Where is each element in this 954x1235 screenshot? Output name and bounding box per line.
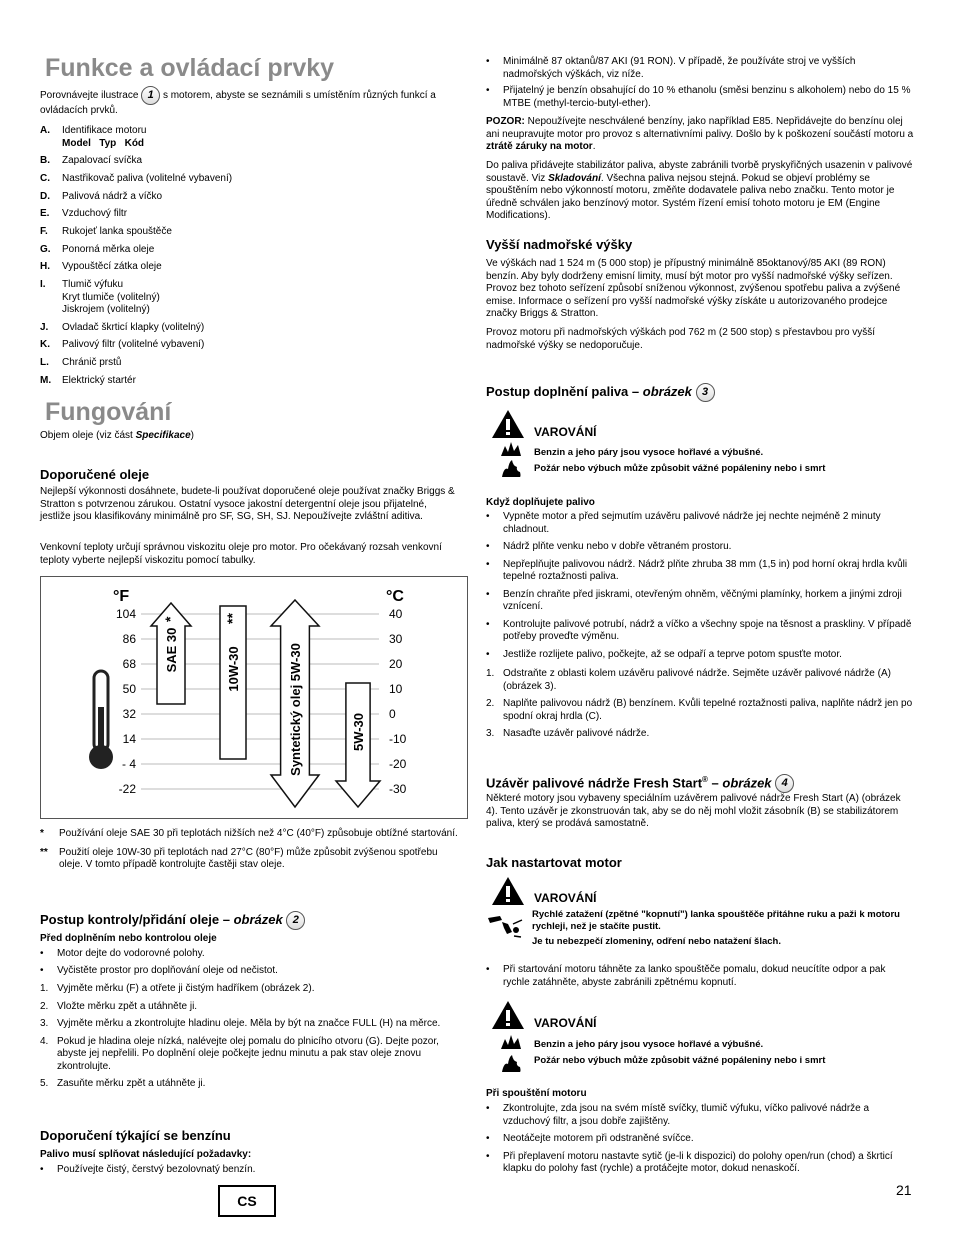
list-text: Chránič prstů: [62, 357, 122, 369]
celsius-tick-label: 20: [389, 657, 403, 671]
warning-title-1: VAROVÁNÍ: [534, 425, 597, 439]
start-bullet: [486, 1151, 914, 1176]
celsius-tick-label: 10: [389, 682, 403, 696]
list-marker: •: [486, 85, 490, 96]
stabilizer-paragraph: Do paliva přidávejte stabilizátor paliva, abyste zabránili tvorbě pryskyřičných usazenin v palivové soustavě. Viz Skladování. Všechna paliva nejsou stejná. Pokud se objeví problémy se spouštěním nebo výkonností motoru, změňte dodavatele paliva nebo značku. Tento motor je úředně schválen jako benzínový motor. Systém řízení emisí tohoto motoru je EM (Engine Modifications).: [486, 160, 913, 221]
list-marker: 5.: [40, 1078, 49, 1089]
list-text: Nepřeplňujte palivovou nádrž. Nádrž plňte zhruba 38 mm (1,5 in) pod horní okraj hrdla kvůli tepelné roztažnosti paliva.: [503, 558, 908, 582]
celsius-tick-label: -30: [389, 782, 407, 796]
start-bullet: [486, 1103, 914, 1128]
refuel-subheading: Když doplňujete palivo: [486, 497, 595, 508]
list-text: Neotáčejte motorem při odstraněné svíčce.: [503, 1133, 694, 1144]
list-marker: D.: [40, 190, 50, 202]
heading-fuel-recommendation: Doporučení týkající se benzínu: [40, 1128, 231, 1143]
list-text: Zapalovací svíčka: [62, 155, 143, 167]
list-text: Pokud je hladina oleje nízká, nalévejte olej pomalu do plnicího otvoru (G). Dejte pozor, abyste jej nepřelili. Po doplnění oleje počkejte jednu minutu a pak stav oleje znovu zkontrolujte.: [57, 1035, 439, 1072]
oil-check-bullets: [40, 948, 460, 981]
list-marker: *: [40, 828, 44, 839]
list-text: Elektrický startér: [62, 374, 136, 386]
oil-check-step: [40, 1036, 470, 1074]
list-text: Tlumič výfuku Kryt tlumiče (volitelný) Jiskrojem (volitelný): [62, 279, 160, 315]
list-marker: I.: [40, 279, 46, 290]
list-text: Identifikace motoru: [62, 125, 147, 136]
fahrenheit-tick-label: 32: [122, 707, 136, 721]
explosion-hazard-icon: [499, 1033, 523, 1051]
fresh-start-paragraph: Některé motory jsou vybaveny speciálním uzávěrem palivové nádrže Fresh Start (A) (obrázek 4). Tento uzávěr je zkonstruován tak, aby se do něj mohl vložit zásobník (B) se stabilizátorem paliva, který se prodává samostatně.: [486, 793, 901, 829]
celsius-tick-label: -10: [389, 732, 407, 746]
warning-fuel-text-2: Požár nebo výbuch může způsobit vážné popáleniny nebo i smrt: [534, 463, 826, 474]
oil-check-step: [40, 1078, 470, 1091]
parts-list-item: [40, 357, 460, 370]
celsius-tick-label: 0: [389, 707, 396, 721]
list-marker: •: [40, 948, 44, 959]
page-number: 21: [896, 1182, 912, 1198]
list-marker: •: [486, 648, 490, 660]
list-marker: J.: [40, 321, 49, 333]
list-marker: 2.: [486, 698, 495, 709]
figure-3-badge: 3: [696, 383, 715, 402]
oil-range-label: Syntetický olej 5W-30: [288, 643, 303, 776]
heading-refuel: Postup doplnění paliva – obrázek 3: [486, 383, 715, 402]
fahrenheit-tick-label: 86: [122, 632, 136, 646]
list-marker: •: [486, 588, 490, 600]
parts-list-item: [40, 173, 460, 186]
chart-footnotes: [40, 828, 460, 878]
list-marker: •: [486, 1150, 490, 1162]
oil-volume-note: Objem oleje (viz část Specifikace): [40, 430, 194, 441]
fahrenheit-tick-label: - 4: [121, 757, 136, 771]
list-text: Přijatelný je benzín obsahující do 10 % ethanolu (směsi benzinu s alkoholem) nebo do 15 % MTBE (methyl-tercio-butyl-ether).: [503, 85, 911, 109]
list-text: Vyjměte měrku a zkontrolujte hladinu oleje. Měla by být na značce FULL (H) na měrce.: [57, 1018, 441, 1029]
fahrenheit-tick-label: 104: [115, 607, 136, 621]
fire-hazard-icon: [499, 459, 523, 479]
list-marker: B.: [40, 155, 50, 167]
fahrenheit-label: °F: [113, 588, 130, 605]
oil-check-step: [40, 1001, 470, 1014]
warning-kickback-text-2: Je tu nebezpečí zlomeniny, odření nebo natažení šlach.: [532, 936, 781, 947]
heading-fresh-start-cap: Uzávěr palivové nádrže Fresh Start® – obrázek 4: [486, 772, 794, 793]
warning-triangle-icon: [491, 1000, 525, 1030]
list-marker: 3.: [486, 728, 495, 739]
list-marker: 4.: [40, 1035, 49, 1047]
refuel-bullet: [486, 559, 914, 584]
start-bullet: [486, 1133, 914, 1146]
list-text: Zasuňte měrku zpět a utáhněte ji.: [57, 1078, 206, 1089]
list-text: Palivový filtr (volitelné vybavení): [62, 339, 205, 351]
fuel-requirements-bullets: [486, 56, 914, 114]
oil-check-bullet: [40, 965, 460, 978]
celsius-label: °C: [386, 588, 404, 605]
warning-kickback-text-1: Rychlé zatažení (zpětné "kopnutí") lanka spouštěče přitáhne ruku a paži k motoru rychleji, než je stačíte pustit.: [532, 909, 900, 932]
list-text: Naplňte palivovou nádrž (B) benzínem. Kvůli tepelné roztažnosti paliva, naplňte nádrž jen po spodní okraj hrdla (C).: [503, 698, 913, 722]
list-marker: •: [486, 1103, 490, 1114]
list-text: Motor dejte do vodorovné polohy.: [57, 948, 205, 959]
list-text: Kontrolujte palivové potrubí, nádrž a víčko a všechny spoje na těsnost a praskliny. V případě potřeby proveďte výměnu.: [503, 618, 912, 642]
list-marker: •: [486, 56, 490, 67]
list-marker: •: [486, 618, 490, 630]
parts-list-item: [40, 155, 460, 168]
altitude-paragraph-2: Provoz motoru při nadmořských výškách pod 762 m (2 500 stop) s přestavbou pro vyšší nadmořské výšky se nedoporučuje.: [486, 327, 876, 351]
refuel-bullet: [486, 619, 914, 644]
list-marker: K.: [40, 339, 50, 351]
list-marker: •: [486, 1133, 490, 1144]
list-text: Při přeplavení motoru nastavte sytič (je-li k dispozici) do polohy open/run (chod) a škrticí klapku do polohy fast (rychle) a protáčejte motor, dokud nenaskočí.: [503, 1150, 893, 1174]
list-marker: H.: [40, 261, 50, 273]
list-text: Palivová nádrž a víčko: [62, 190, 163, 202]
list-text: Vložte měrku zpět a utáhněte ji.: [57, 1000, 198, 1012]
list-text: Ovladač škrticí klapky (volitelný): [62, 321, 205, 333]
heading-high-altitude: Vyšší nadmořské výšky: [486, 237, 633, 252]
list-text: Nastřikovač paliva (volitelné vybavení): [62, 172, 233, 184]
list-marker: E.: [40, 208, 50, 220]
refuel-step: [486, 698, 914, 723]
section-title-operation: Fungování: [45, 398, 172, 426]
parts-list-item: [40, 208, 460, 221]
pozor-paragraph: POZOR: Nepoužívejte neschválené benzíny, jako například E85. Nepřidávejte do benzínu olej ani neupravujte motor pro provoz s alternativními palivy. Došlo by k poškození součástí motoru a ztrátě záruky na motor.: [486, 116, 914, 152]
warning-triangle-icon: [491, 409, 525, 439]
list-marker: G.: [40, 243, 51, 255]
fuel-rec-bullet: • Používejte čistý, čerstvý bezolovnatý benzín.: [40, 1164, 256, 1175]
list-text: Použití oleje 10W-30 při teplotách nad 27°C (80°F) může způsobit zvýšenou spotřebu oleje. V tomto případě kontrolujte častěji stav oleje.: [59, 846, 438, 870]
oil-check-subheading: Před doplněním nebo kontrolou oleje: [40, 933, 217, 944]
refuel-step: [486, 728, 914, 741]
fahrenheit-tick-label: 14: [122, 732, 136, 746]
parts-list-item: [40, 279, 460, 317]
oil-check-step: [40, 983, 470, 996]
start-subheading: Při spouštění motoru: [486, 1088, 587, 1099]
list-subtext: Model Typ Kód: [62, 137, 145, 149]
list-marker: 3.: [40, 1018, 49, 1029]
list-marker: L.: [40, 357, 49, 369]
list-text: Vypouštěcí zátka oleje: [62, 261, 162, 273]
list-text: Ponorná měrka oleje: [62, 243, 155, 255]
oil-check-steps: [40, 983, 470, 1096]
heading-oil-check: Postup kontroly/přidání oleje – obrázek 2: [40, 911, 305, 930]
oil-range-label: SAE 30: [164, 627, 179, 673]
list-marker: M.: [40, 374, 52, 386]
parts-list-item: [40, 244, 460, 257]
list-text: Vypněte motor a před sejmutím uzávěru palivové nádrže jej nechte nejméně 2 minuty chladnout.: [503, 511, 881, 535]
explosion-hazard-icon: [499, 440, 523, 458]
list-text: Zkontrolujte, zda jsou na svém místě svíčky, tlumič výfuku, víčko palivové nádrže a vzduchový filtr, a jsou dobře zajištěny.: [503, 1103, 870, 1127]
thermometer-mercury: [98, 707, 104, 755]
list-marker: •: [486, 541, 490, 552]
oil-check-step: [40, 1018, 470, 1031]
celsius-tick-label: -20: [389, 757, 407, 771]
oil-range-label: 10W-30: [226, 646, 241, 692]
list-marker: C.: [40, 172, 50, 184]
fahrenheit-tick-label: 68: [122, 657, 136, 671]
parts-list-item: [40, 339, 460, 352]
oils-paragraph-1: Nejlepší výkonnosti dosáhnete, budete-li používat doporučené oleje používat značky Briggs & Stratton s potvrzenou zárukou. Ostatní vysoce jakostní detergentní oleje jsou přijatelné, jestliže jsou klasifikovány minimálně pro SF, SG, SH, SJ. Nepoužívejte zvláštní aditiva.: [40, 486, 455, 522]
list-text: Nasaďte uzávěr palivové nádrže.: [503, 728, 650, 739]
heading-start-engine: Jak nastartovat motor: [486, 855, 622, 870]
celsius-tick-label: 40: [389, 607, 403, 621]
fuel-rec-subheading: Palivo musí splňovat následující požadavky:: [40, 1149, 252, 1160]
warning-fuel-text-3: Benzin a jeho páry jsou vysoce hořlavé a výbušné.: [534, 1039, 764, 1050]
kickback-hazard-icon: [486, 910, 524, 938]
figure-2-badge: 2: [286, 911, 305, 930]
oil-viscosity-chart-svg: [41, 577, 467, 818]
refuel-step: [486, 668, 914, 693]
list-text: Rukojeť lanka spouštěče: [62, 225, 172, 237]
warning-title-2: VAROVÁNÍ: [534, 891, 597, 905]
list-text: Vyčistěte prostor pro doplňování oleje od nečistot.: [57, 964, 278, 976]
warning-triangle-icon: [491, 876, 525, 906]
section-title-features: Funkce a ovládací prvky: [45, 54, 335, 82]
list-marker: 1.: [486, 668, 495, 679]
list-text: Vzduchový filtr: [62, 208, 128, 220]
footnote: [40, 847, 460, 872]
list-marker: •: [40, 964, 44, 976]
warning-fuel-text-1: Benzin a jeho páry jsou vysoce hořlavé a výbušné.: [534, 447, 764, 458]
list-marker: 1.: [40, 983, 49, 994]
start-bullet: • Při startování motoru táhněte za lanko spouštěče pomalu, dokud neucítíte odpor a pak rychle zatáhněte, abyste zabránili zpětnému kopnutí.: [486, 964, 886, 988]
refuel-bullet: [486, 649, 914, 662]
list-text: Používání oleje SAE 30 při teplotách nižších než 4°C (40°F) způsobuje obtížné startování.: [59, 828, 458, 839]
list-text: Vyjměte měrku (F) a otřete ji čistým hadříkem (obrázek 2).: [57, 983, 315, 994]
parts-list-item: [40, 261, 460, 274]
parts-list-item: [40, 375, 460, 388]
list-marker: 2.: [40, 1000, 49, 1012]
fuel-requirement-bullet: [486, 85, 914, 110]
list-marker: •: [486, 558, 490, 570]
language-tag: CS: [218, 1185, 276, 1217]
list-marker: •: [486, 511, 490, 522]
oil-viscosity-chart: [40, 576, 468, 819]
oil-range-label: 5W-30: [351, 712, 366, 752]
refuel-steps: [486, 668, 914, 746]
parts-list-item: [40, 226, 460, 239]
list-text: Jestliže rozlijete palivo, počkejte, až se odpaří a teprve potom spusťte motor.: [503, 648, 842, 660]
list-text: Nádrž plňte venku nebo v dobře větraném prostoru.: [503, 541, 732, 552]
warning-fuel-text-4: Požár nebo výbuch může způsobit vážné popáleniny nebo i smrt: [534, 1055, 826, 1066]
refuel-bullet: [486, 541, 914, 554]
list-marker: **: [40, 846, 48, 858]
refuel-bullets: [486, 511, 914, 666]
oil-range-footnote-mark: *: [162, 616, 178, 622]
fahrenheit-tick-label: 50: [122, 682, 136, 696]
parts-list: [40, 125, 460, 392]
heading-recommended-oils: Doporučené oleje: [40, 467, 150, 482]
oil-check-bullet: [40, 948, 460, 961]
refuel-bullet: [486, 589, 914, 614]
oil-range-footnote-mark: **: [224, 613, 240, 624]
fuel-requirement-bullet: [486, 56, 914, 81]
altitude-paragraph-1: Ve výškách nad 1 524 m (5 000 stop) je přípustný minimálně 85oktanový/85 AKI (89 RON) benzín. Aby byly dodrženy emisní limity, musí být motor pro vyšší nadmořské výšky seřízen. Provoz bez tohoto seřízení způsobí sníženou výkonnost, zvýšenou spotřebu paliva a zvýšené emise. Informace o seřízení pro vyšší nadmořské výšky získáte u autorizovaného prodejce značky Briggs & Stratton.: [486, 258, 901, 319]
parts-list-item: [40, 322, 460, 335]
fire-hazard-icon: [499, 1054, 523, 1074]
list-marker: F.: [40, 225, 48, 237]
celsius-tick-label: 30: [389, 632, 403, 646]
parts-list-item: [40, 125, 460, 150]
intro-paragraph: Porovnávejte ilustrace 1 s motorem, abyste se seznámili s umístěním různých funkcí a ovládacích prvků.: [40, 86, 468, 118]
oils-paragraph-2: Venkovní teploty určují správnou viskozitu oleje pro motor. Pro očekávaný rozsah venkovní teploty vyberte nejlepší viskozitu pomocí tabulky.: [40, 542, 442, 566]
list-marker: A.: [40, 125, 50, 136]
parts-list-item: [40, 191, 460, 204]
list-text: Minimálně 87 oktanů/87 AKI (91 RON). V případě, že používáte stroj ve vyšších nadmořských výškách, viz níže.: [503, 56, 856, 80]
refuel-bullet: [486, 511, 914, 536]
warning-title-3: VAROVÁNÍ: [534, 1016, 597, 1030]
footnote: [40, 828, 460, 841]
figure-4-badge: 4: [775, 774, 794, 793]
list-text: Odstraňte z oblasti kolem uzávěru palivové nádrže. Sejměte uzávěr palivové nádrže (A) (obrázek 3).: [503, 668, 891, 692]
fahrenheit-tick-label: -22: [118, 782, 136, 796]
list-text: Benzín chraňte před jiskrami, otevřeným ohněm, věčnými plamínky, horkem a jinými zdroji vznícení.: [503, 588, 902, 612]
figure-1-badge: 1: [141, 86, 160, 105]
start-bullets: [486, 1103, 914, 1181]
